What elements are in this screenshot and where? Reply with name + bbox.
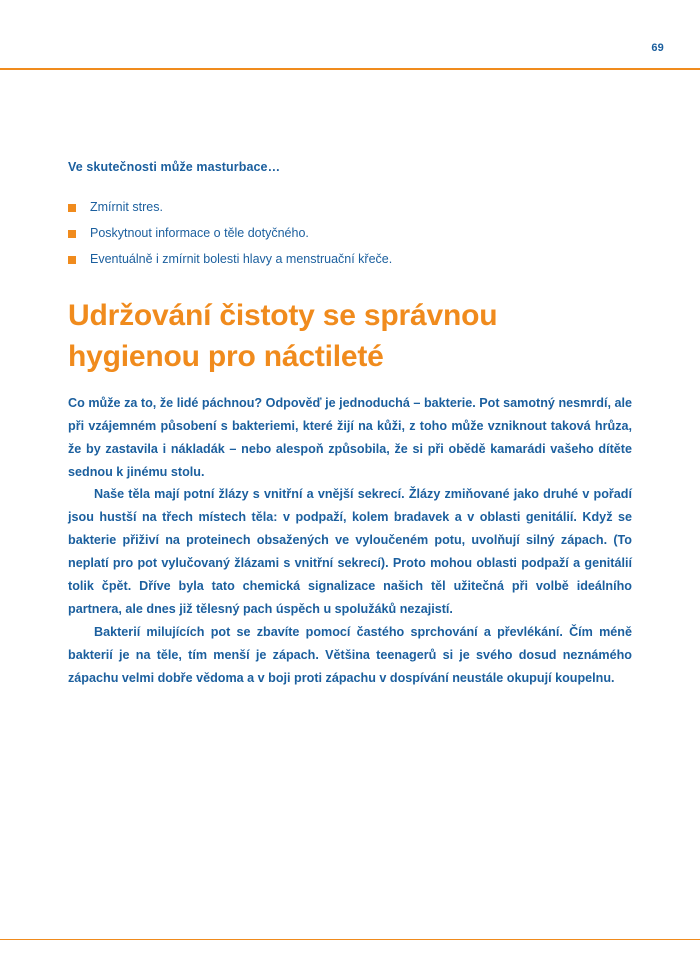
body-paragraph: Bakterií milujících pot se zbavíte pomocí častého sprchování a převlékání. Čím méně bakterií je na těle, tím menší je zápach. Většina teenagerů si je svého dosud neznámého zápachu velmi dobře vědoma a v boji proti zápachu v dospívání neustále okupují koupelnu.	[68, 624, 632, 685]
list-item	[68, 226, 632, 241]
list-item-label: Poskytnout informace o těle dotyčného.	[90, 226, 309, 240]
intro-line: Ve skutečnosti může masturbace…	[68, 160, 281, 174]
footer-divider	[0, 939, 700, 941]
list-item-label: Zmírnit stres.	[90, 200, 163, 214]
page-title: Udržování čistoty se správnou hygienou pro náctileté	[68, 299, 498, 374]
page-number: 69	[651, 42, 664, 54]
body-paragraph: Co může za to, že lidé páchnou? Odpověď je jednoduchá – bakterie. Pot samotný nesmrdí, ale při vzájemném působení s bakteriemi, které žijí na kůži, z toho může vzniknout taková hrůza, že by zastavila i nákladák – nebo alespoň způsobila, že si při obědě kamarádi vašeho dítěte sednou k jinému stolu.	[68, 395, 632, 479]
square-bullet-icon	[68, 256, 76, 264]
bullet-list	[68, 200, 632, 267]
list-item	[68, 252, 632, 267]
header-divider	[0, 68, 700, 70]
body-paragraph: Naše těla mají potní žlázy s vnitřní a vnější sekrecí. Žlázy zmiňované jako druhé v pořadí jsou hustší na třech místech těla: v podpaží, kolem bradavek a v oblasti genitálií. Když se bakterie přiživí na proteinech obsažených ve vyloučeném potu, uvolňují silný zápach. (To neplatí pro pot vylučovaný žlázami s vnitřní sekrecí). Proto mohou oblasti podpaží a genitálií tolik čpět. Dříve byla tato chemická signalizace našich těl užitečná při volbě ideálního partnera, ale dnes již tělesný pach úspěch u spolužáků nezajistí.	[68, 487, 632, 616]
list-item-label: Eventuálně i zmírnit bolesti hlavy a menstruační křeče.	[90, 252, 393, 266]
list-item	[68, 200, 632, 215]
page-content	[68, 160, 632, 690]
square-bullet-icon	[68, 230, 76, 238]
square-bullet-icon	[68, 204, 76, 212]
